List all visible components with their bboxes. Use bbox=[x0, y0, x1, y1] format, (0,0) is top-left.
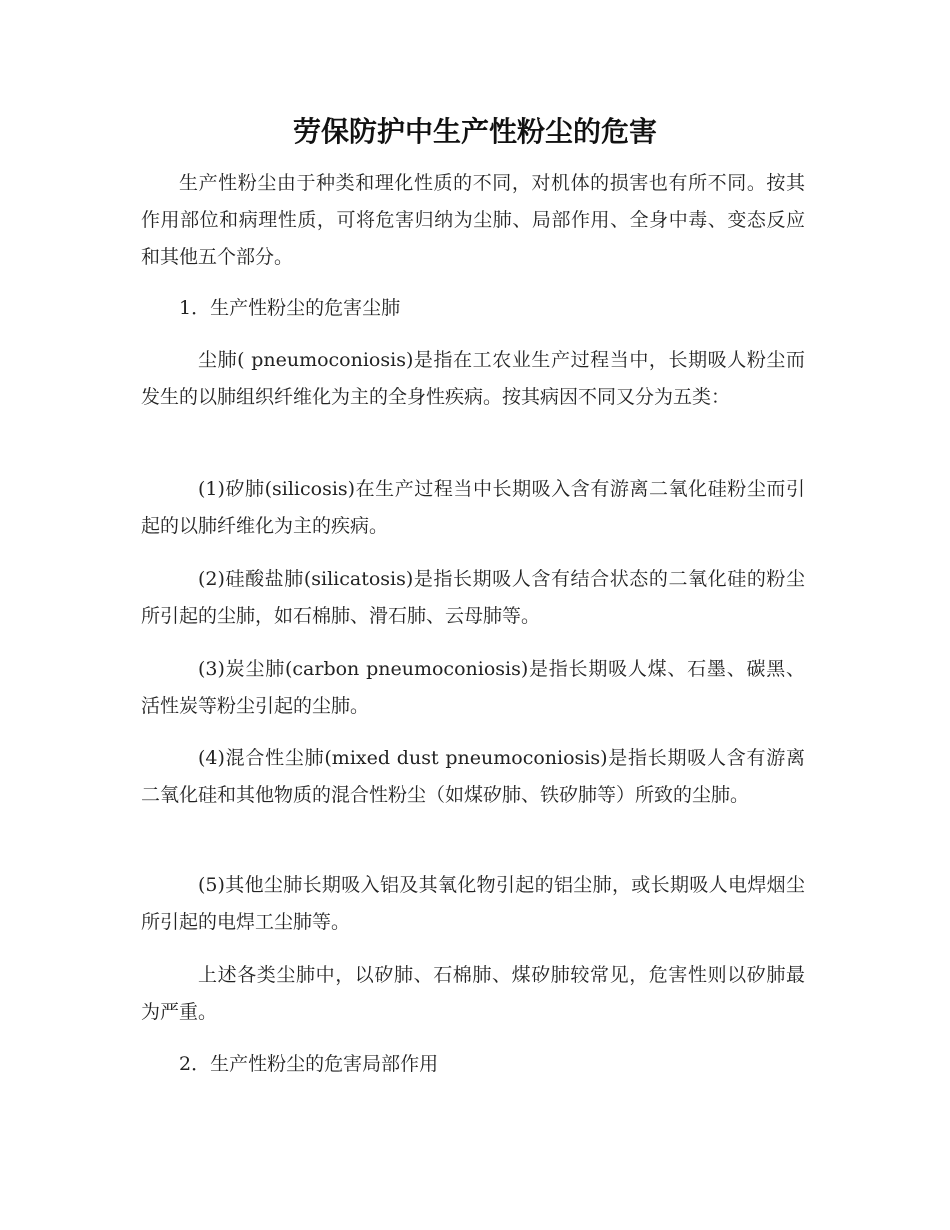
document-title: 劳保防护中生产性粉尘的危害 bbox=[292, 115, 657, 148]
section-1-heading: 1．生产性粉尘的危害尘肺 bbox=[179, 297, 401, 319]
item-5-paragraph: (5)其他尘肺长期吸入铝及其氧化物引起的铝尘肺，或长期吸人电焊烟尘所引起的电焊工尘肺等。 bbox=[141, 874, 805, 933]
section-1-intro-paragraph: 尘肺( pneumoconiosis)是指在工农业生产过程当中，长期吸人粉尘而发生的以肺组织纤维化为主的全身性疾病。按其病因不同又分为五类： bbox=[141, 349, 805, 408]
section-2-heading: 2．生产性粉尘的危害局部作用 bbox=[179, 1053, 439, 1075]
summary-paragraph: 上述各类尘肺中，以矽肺、石棉肺、煤矽肺较常见，危害性则以矽肺最为严重。 bbox=[141, 964, 805, 1023]
item-4-paragraph: (4)混合性尘肺(mixed dust pneumoconiosis)是指长期吸人含有游离二氧化硅和其他物质的混合性粉尘（如煤矽肺、铁矽肺等）所致的尘肺。 bbox=[141, 747, 805, 806]
item-3-paragraph: (3)炭尘肺(carbon pneumoconiosis)是指长期吸人煤、石墨、碳黑、活性炭等粉尘引起的尘肺。 bbox=[141, 658, 805, 717]
intro-paragraph: 生产性粉尘由于种类和理化性质的不同，对机体的损害也有所不同。按其作用部位和病理性质，可将危害归纳为尘肺、局部作用、全身中毒、变态反应和其他五个部分。 bbox=[141, 172, 805, 268]
item-1-paragraph: (1)矽肺(silicosis)在生产过程当中长期吸入含有游离二氧化硅粉尘而引起的以肺纤维化为主的疾病。 bbox=[141, 478, 805, 537]
item-2-paragraph: (2)硅酸盐肺(silicatosis)是指长期吸人含有结合状态的二氧化硅的粉尘所引起的尘肺，如石棉肺、滑石肺、云母肺等。 bbox=[141, 568, 805, 627]
